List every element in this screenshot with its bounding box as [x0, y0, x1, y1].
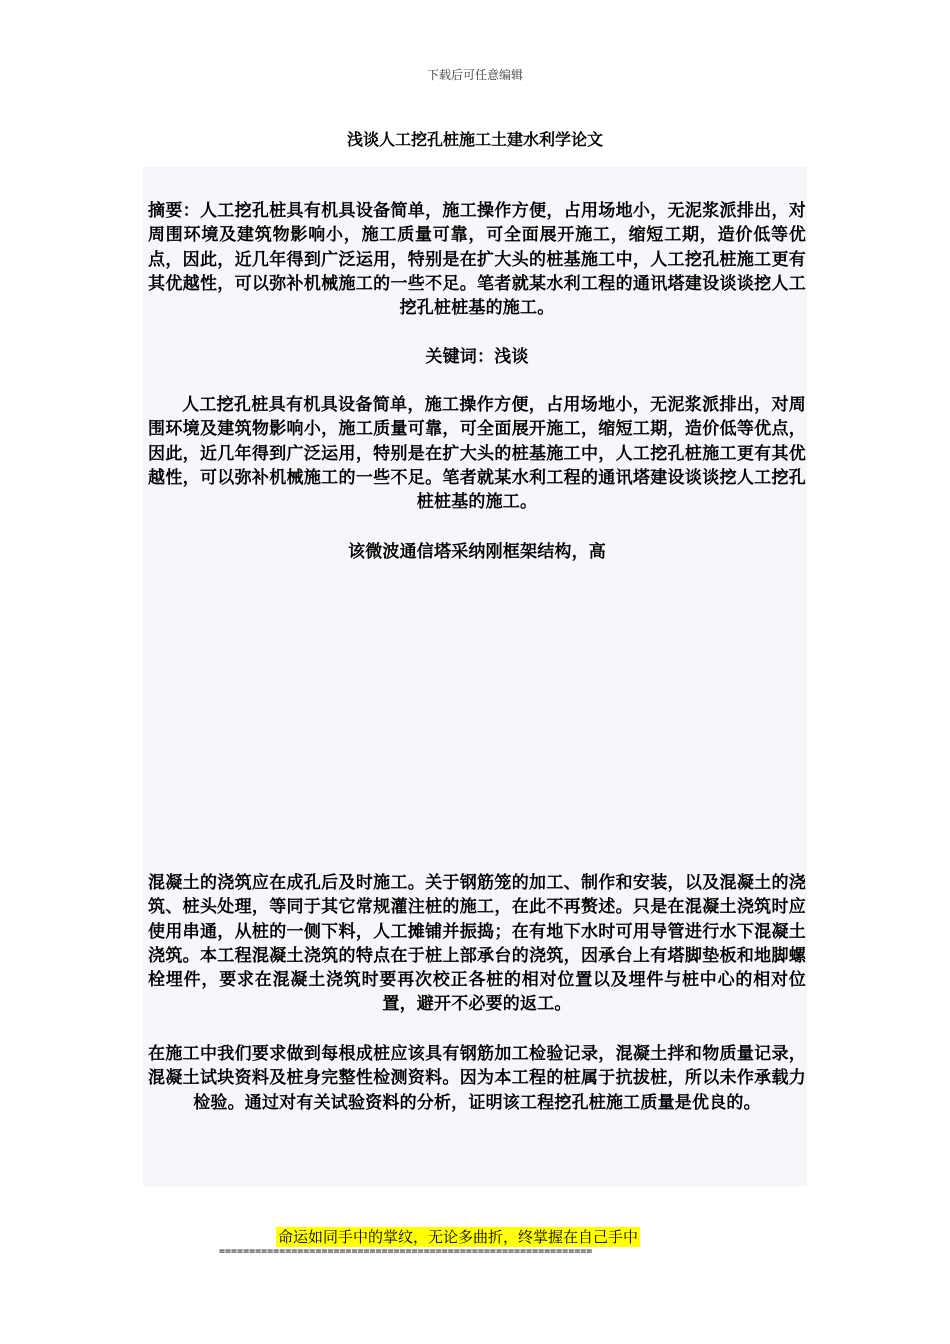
header-note: 下载后可任意编辑 [426, 68, 523, 82]
body-paragraph: 在施工中我们要求做到每根成桩应该具有钢筋加工检验记录，混凝土拌和物质量记录，混凝土试块资料及桩身完整性检测资料。因为本工程的桩属于抗拔桩，所以未作承载力检验。通过对有关试验资料的分析，证明该工程挖孔桩施工质量是优良的。 [148, 1044, 806, 1113]
body-paragraph: 该微波通信塔采纳刚框架结构，高 [348, 542, 606, 562]
abstract-paragraph: 摘要：人工挖孔桩具有机具设备简单，施工操作方便，占用场地小，无泥浆派排出，对周围环境及建筑物影响小，施工质量可靠，可全面展开施工，缩短工期，造价低等优点，因此，近几年得到广泛运用，特别是在扩大头的桩基施工中，人工挖孔桩施工更有其优越性，可以弥补机械施工的一些不足。笔者就某水利工程的通讯塔建设谈谈挖人工挖孔桩桩基的施工。 [148, 201, 806, 319]
document-title: 浅谈人工挖孔桩施工土建水利学论文 [346, 130, 603, 149]
footer-motto: 命运如同手中的掌纹，无论多曲折，终掌握在自己手中 [278, 1228, 639, 1246]
body-paragraph: 混凝土的浇筑应在成孔后及时施工。关于钢筋笼的加工、制作和安装，以及混凝土的浇筑、桩头处理，等同于其它常规灌注桩的施工，在此不再赘述。只是在混凝土浇筑时应使用串通，从桩的一侧下料，人工摊铺并振捣；在有地下水时可用导管进行水下混凝土浇筑。本工程混凝土浇筑的特点在于桩上部承台的浇筑，因承台上有塔脚垫板和地脚螺栓埋件，要求在混凝土浇筑时要再次校正各桩的相对位置以及埋件与桩中心的相对位置，避开不必要的返工。 [148, 873, 806, 1015]
keywords-line: 关键词：浅谈 [425, 347, 529, 367]
body-paragraph: 人工挖孔桩具有机具设备简单，施工操作方便，占用场地小，无泥浆派排出，对周围环境及建筑物影响小，施工质量可靠，可全面展开施工，缩短工期，造价低等优点，因此，近几年得到广泛运用，特别是在扩大头的桩基施工中，人工挖孔桩施工更有其优越性，可以弥补机械施工的一些不足。笔者就某水利工程的通讯塔建设谈谈挖人工挖孔桩桩基的施工。 [148, 395, 806, 513]
footer-rule: ============================================================== [219, 1246, 593, 1257]
